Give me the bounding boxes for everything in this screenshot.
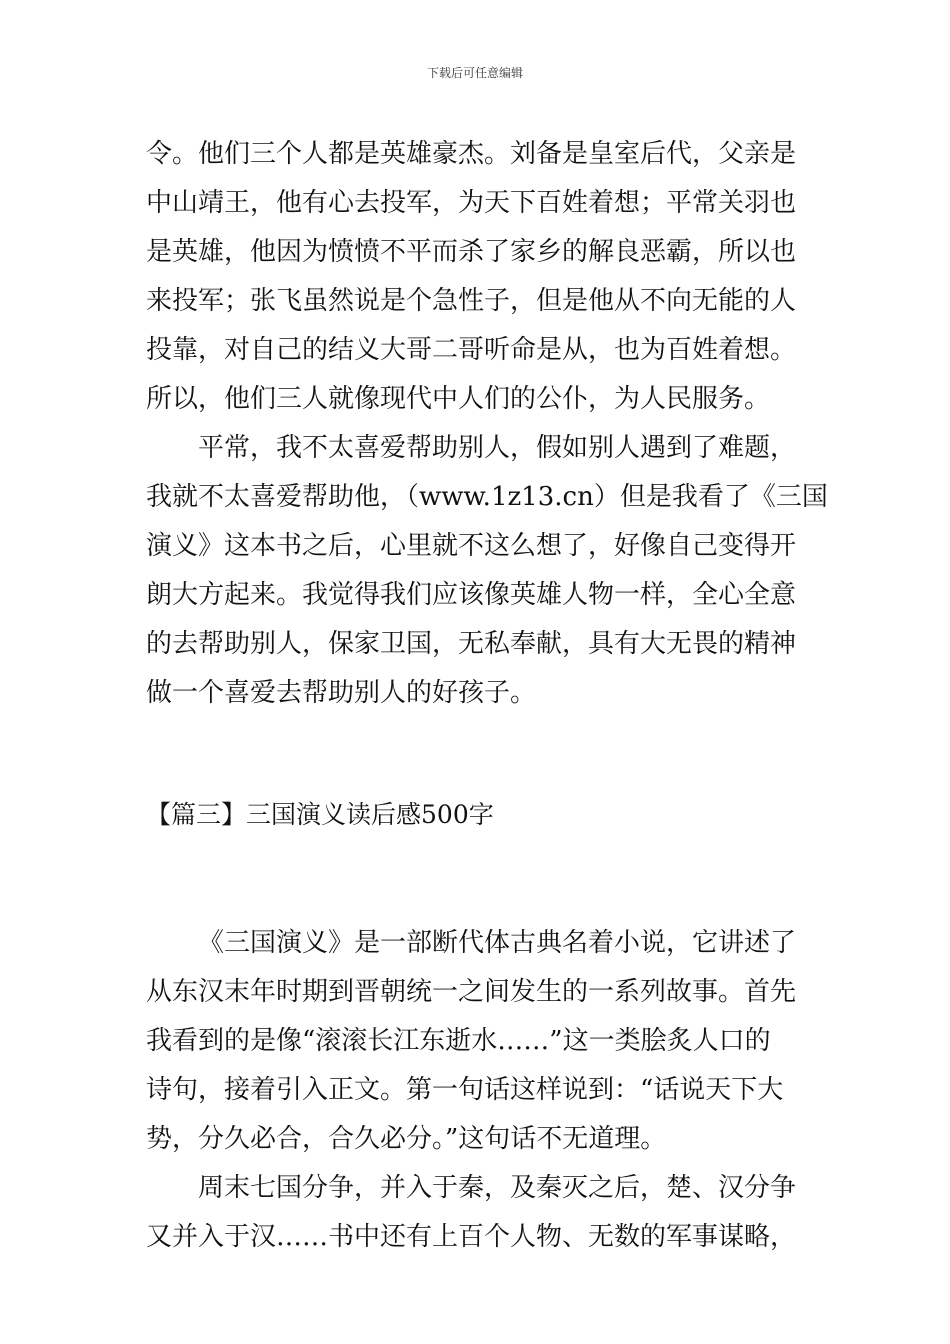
text-line: 我就不太喜爱帮助他，（www.1z13.cn）但是我看了《三国 bbox=[146, 482, 828, 512]
text-line: 是英雄，他因为愤愤不平而杀了家乡的解良恶霸，所以也 bbox=[146, 237, 797, 267]
text-line: 演义》这本书之后，心里就不这么想了，好像自己变得开 bbox=[146, 531, 797, 561]
text-line: 平常，我不太喜爱帮助别人，假如别人遇到了难题， bbox=[198, 433, 797, 463]
paragraph-3 bbox=[146, 919, 810, 1164]
text-line: 令。他们三个人都是英雄豪杰。刘备是皇室后代，父亲是 bbox=[146, 139, 797, 169]
text-line: 所以，他们三人就像现代中人们的公仆，为人民服务。 bbox=[146, 384, 771, 414]
document-body bbox=[146, 130, 828, 1262]
paragraph-2 bbox=[146, 424, 828, 718]
text-line: 我看到的是像“滚滚长江东逝水……”这一类脍炙人口的 bbox=[146, 1026, 771, 1056]
spacer bbox=[146, 839, 810, 919]
text-line: 朗大方起来。我觉得我们应该像英雄人物一样，全心全意 bbox=[146, 580, 797, 610]
text-line: 中山靖王，他有心去投军，为天下百姓着想；平常关羽也 bbox=[146, 188, 797, 218]
text-line: 周末七国分争，并入于秦，及秦灭之后，楚、汉分争 bbox=[198, 1173, 797, 1203]
text-line: 的去帮助别人，保家卫国，无私奉献，具有大无畏的精神 bbox=[146, 629, 797, 659]
text-line: 诗句，接着引入正文。第一句话这样说到：“话说天下大 bbox=[146, 1075, 784, 1105]
text-line: 投靠，对自己的结义大哥二哥听命是从，也为百姓着想。 bbox=[146, 335, 797, 365]
text-line: 从东汉末年时期到晋朝统一之间发生的一系列故事。首先 bbox=[146, 977, 797, 1007]
section-heading: 【篇三】三国演义读后感500字 bbox=[146, 800, 494, 829]
text-line: 《三国演义》是一部断代体古典名着小说，它讲述了 bbox=[198, 928, 797, 958]
text-line: 做一个喜爱去帮助别人的好孩子。 bbox=[146, 678, 537, 708]
text-line: 势，分久必合，合久必分。”这句话不无道理。 bbox=[146, 1124, 667, 1154]
text-line: 来投军；张飞虽然说是个急性子，但是他从不向无能的人 bbox=[146, 286, 797, 316]
paragraph-1 bbox=[146, 130, 810, 424]
header-note: 下载后可任意编辑 bbox=[426, 66, 523, 80]
spacer bbox=[146, 718, 810, 790]
text-line: 又并入于汉……书中还有上百个人物、无数的军事谋略， bbox=[146, 1222, 797, 1252]
paragraph-4 bbox=[146, 1164, 810, 1262]
